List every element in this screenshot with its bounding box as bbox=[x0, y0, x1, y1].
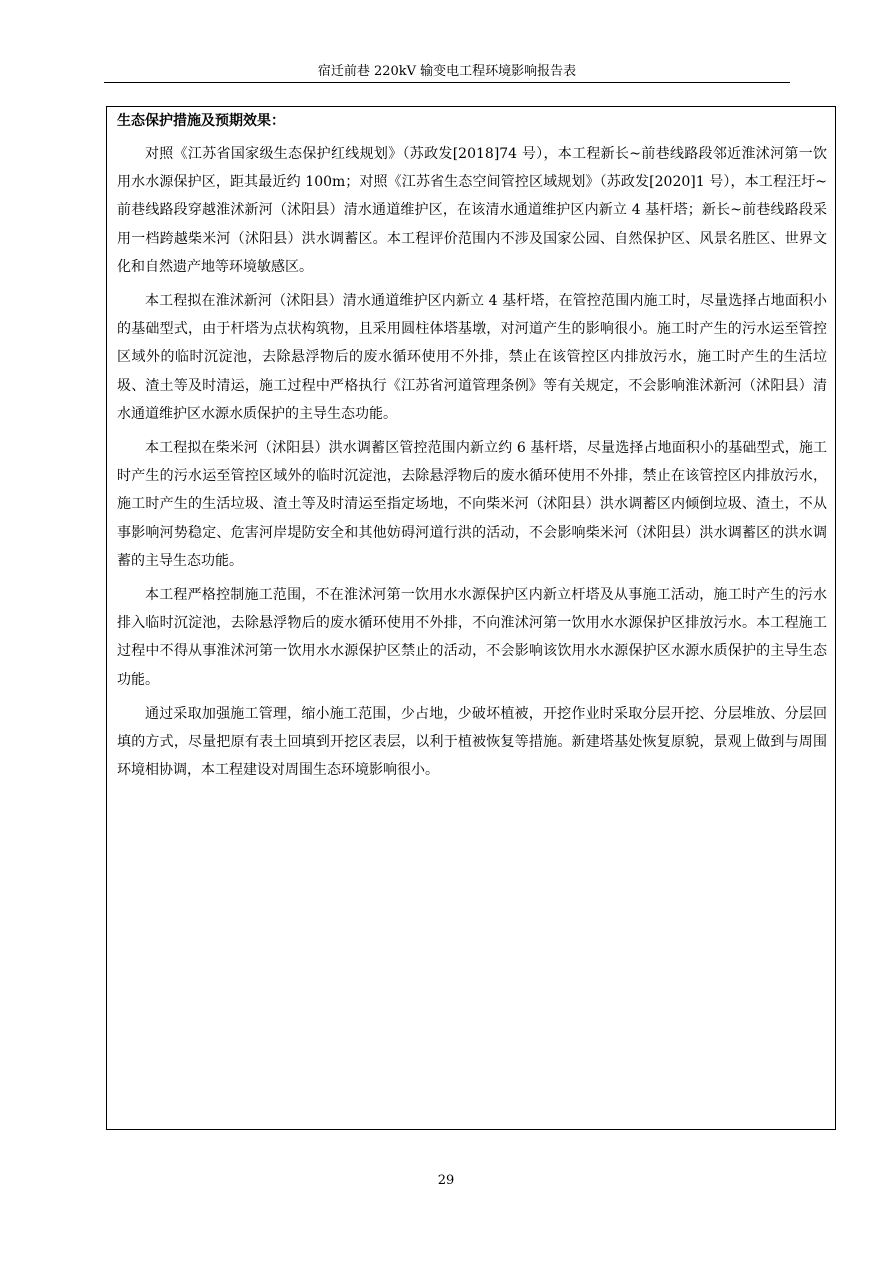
paragraph-red-line-zones: 对照《江苏省国家级生态保护红线规划》（苏政发[2018]74 号），本工程新长~前巷线路段邻近淮沭河第一饮用水水源保护区，距其最近约 100m；对照《江苏省生态空间管控区域规划》（苏政发[2020]1 号），本工程汪圩~前巷线路段穿越淮沭新河（沭阳县）清水通道维护区，在该清水通道维护区内新立 4 基杆塔；新长~前巷线路段采用一档跨越柴米河（沭阳县）洪水调蓄区。本工程评价范围内不涉及国家公园、自然保护区、风景名胜区、世界文化和自然遗产地等环境敏感区。 bbox=[117, 146, 827, 275]
paragraph-flood-storage-area: 本工程拟在柴米河（沭阳县）洪水调蓄区管控范围内新立约 6 基杆塔，尽量选择占地面积小的基础型式，施工时产生的污水运至管控区域外的临时沉淀池，去除悬浮物后的废水循环使用不外排，禁止在该管控区内排放污水，施工时产生的生活垃圾、渣土等及时清运至指定场地，不向柴米河（沭阳县）洪水调蓄区内倾倒垃圾、渣土，不从事影响河势稳定、危害河岸堤防安全和其他妨碍河道行洪的活动，不会影响柴米河（沭阳县）洪水调蓄区的洪水调蓄的主导生态功能。 bbox=[117, 440, 827, 569]
header-divider bbox=[104, 82, 790, 83]
paragraph-construction-management: 通过采取加强施工管理，缩小施工范围，少占地，少破坏植被，开挖作业时采取分层开挖、分层堆放、分层回填的方式，尽量把原有表土回填到开挖区表层，以利于植被恢复等措施。新建塔基处恢复原貌，景观上做到与周围环境相协调，本工程建设对周围生态环境影响很小。 bbox=[117, 705, 827, 779]
page-number: 29 bbox=[437, 1173, 455, 1188]
paragraph-clear-water-channel: 本工程拟在淮沭新河（沭阳县）清水通道维护区内新立 4 基杆塔，在管控范围内施工时，尽量选择占地面积小的基础型式，由于杆塔为点状构筑物，且采用圆柱体塔基墩，对河道产生的影响很小。施工时产生的污水运至管控区域外的临时沉淀池，去除悬浮物后的废水循环使用不外排，禁止在该管控区内排放污水，施工时产生的生活垃圾、渣土等及时清运，施工过程中严格执行《江苏省河道管理条例》等有关规定，不会影响淮沭新河（沭阳县）清水通道维护区水源水质保护的主导生态功能。 bbox=[117, 293, 827, 422]
section-title: 生态保护措施及预期效果： bbox=[117, 113, 285, 129]
paragraph-water-source-protection: 本工程严格控制施工范围，不在淮沭河第一饮用水水源保护区内新立杆塔及从事施工活动，施工时产生的污水排入临时沉淀池，去除悬浮物后的废水循环使用不外排，不向淮沭河第一饮用水水源保护区排放污水。本工程施工过程中不得从事淮沭河第一饮用水水源保护区禁止的活动，不会影响该饮用水水源保护区水源水质保护的主导生态功能。 bbox=[117, 587, 827, 688]
section-body bbox=[117, 140, 827, 790]
content-table-cell bbox=[106, 106, 836, 1130]
report-header-title: 宿迁前巷 220kV 输变电工程环境影响报告表 bbox=[317, 64, 577, 79]
